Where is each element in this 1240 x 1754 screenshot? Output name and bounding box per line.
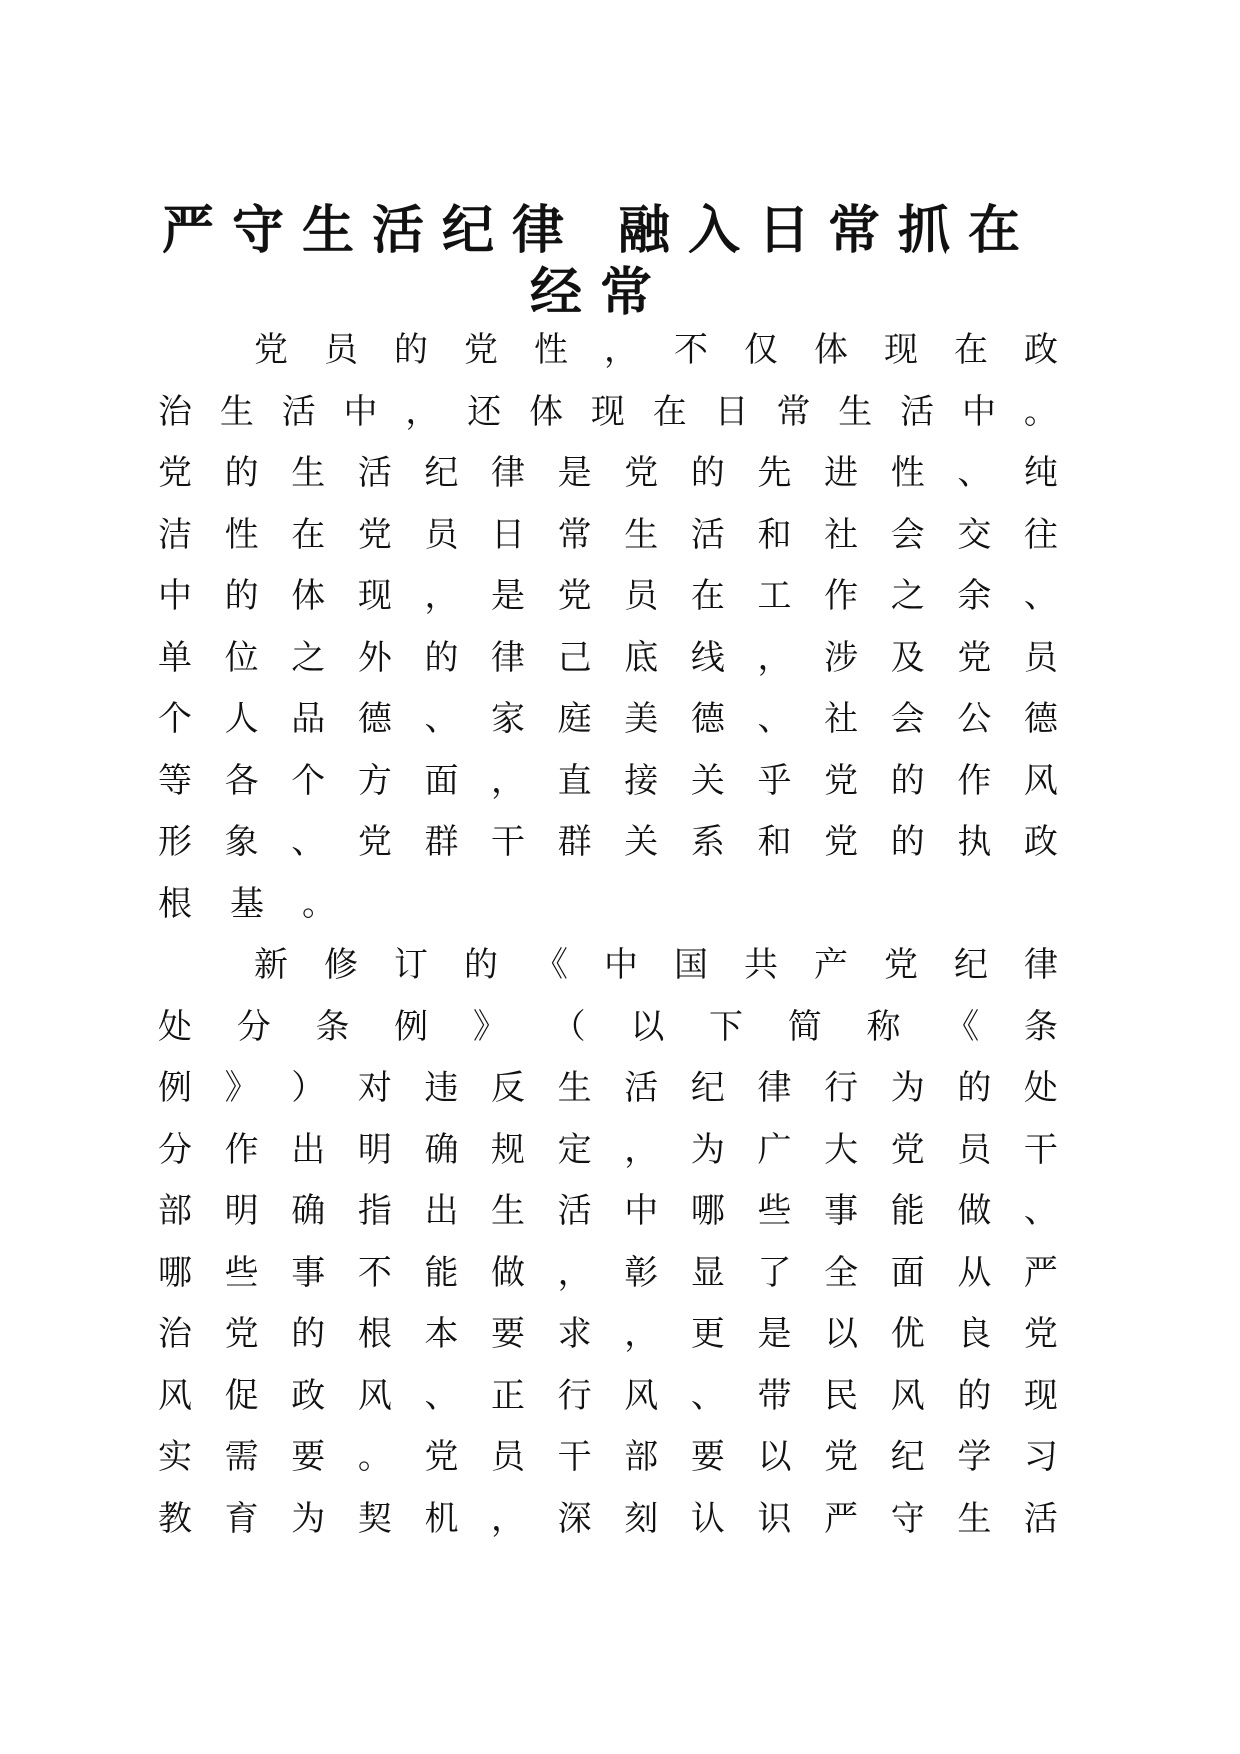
text-char: 作 xyxy=(224,1129,259,1170)
text-char: 接 xyxy=(624,760,659,801)
text-char: 治 xyxy=(158,1314,192,1354)
text-char: 规 xyxy=(491,1129,526,1170)
text-line xyxy=(158,699,1058,761)
text-char: 直 xyxy=(557,760,592,801)
text-char: 党 xyxy=(824,1437,859,1477)
text-char: 的 xyxy=(890,760,925,801)
text-char: 日 xyxy=(714,391,749,432)
text-char: 风 xyxy=(624,1375,659,1416)
text-char: 活 xyxy=(1023,1498,1058,1539)
text-char: 活 xyxy=(690,514,725,555)
text-char: 《 xyxy=(534,945,568,985)
text-char: 党 xyxy=(224,1314,259,1354)
text-char: 广 xyxy=(757,1129,792,1170)
text-char: 本 xyxy=(424,1314,459,1354)
text-char: 。 xyxy=(302,883,336,924)
text-char: 以 xyxy=(824,1314,859,1354)
text-char: 从 xyxy=(957,1252,992,1293)
text-char: 员 xyxy=(424,514,459,555)
text-char: 中 xyxy=(604,945,638,985)
text-char: 关 xyxy=(624,822,659,862)
text-char: 面 xyxy=(890,1252,925,1293)
text-char: 。 xyxy=(357,1437,392,1477)
text-char: 党 xyxy=(158,453,192,493)
text-char: 大 xyxy=(824,1129,859,1170)
text-char: 德 xyxy=(1023,699,1058,739)
text-char: 学 xyxy=(957,1437,992,1477)
text-char: 些 xyxy=(224,1252,259,1293)
text-line xyxy=(158,1007,1058,1069)
text-char: 以 xyxy=(630,1006,665,1047)
text-line xyxy=(158,1068,1058,1130)
text-char: 严 xyxy=(824,1498,859,1539)
text-char: 往 xyxy=(1023,514,1058,555)
text-char: 事 xyxy=(291,1252,326,1293)
text-char: 条 xyxy=(315,1006,350,1047)
text-char: ， xyxy=(757,637,792,678)
text-char: 的 xyxy=(394,330,428,370)
text-char: 能 xyxy=(890,1191,925,1231)
text-char: 国 xyxy=(674,945,708,985)
text-char: 员 xyxy=(324,330,358,370)
text-char: 对 xyxy=(357,1068,392,1108)
text-char: 体 xyxy=(529,391,564,432)
text-char: 现 xyxy=(1023,1375,1058,1416)
text-char: 美 xyxy=(624,699,659,739)
text-char: 党 xyxy=(357,514,392,555)
text-char: 显 xyxy=(690,1252,725,1293)
text-char: 仅 xyxy=(744,330,778,370)
text-char: 全 xyxy=(824,1252,859,1293)
text-char: 执 xyxy=(957,822,992,862)
text-char: 中 xyxy=(624,1191,659,1231)
text-char: 党 xyxy=(957,637,992,678)
text-char: 机 xyxy=(424,1498,459,1539)
text-char: 涉 xyxy=(824,637,859,678)
text-char: 教 xyxy=(158,1498,192,1539)
text-line xyxy=(158,638,1058,700)
text-char: 中 xyxy=(343,391,378,432)
text-char: 的 xyxy=(224,576,259,616)
text-char: 生 xyxy=(291,453,326,493)
text-line xyxy=(158,330,1058,392)
text-char: 还 xyxy=(467,391,502,432)
text-char: 党 xyxy=(424,1437,459,1477)
text-char: （ xyxy=(551,1006,586,1047)
text-char: 个 xyxy=(158,699,192,739)
text-char: ， xyxy=(624,1129,659,1170)
text-char: 党 xyxy=(357,822,392,862)
text-line xyxy=(158,1191,1058,1253)
text-line xyxy=(158,884,1058,946)
text-char: 条 xyxy=(1023,1006,1058,1047)
text-char: 分 xyxy=(236,1006,271,1047)
text-char: 风 xyxy=(890,1375,925,1416)
text-char: 《 xyxy=(945,1006,980,1047)
text-char: 下 xyxy=(709,1006,744,1047)
text-char: 、 xyxy=(424,1375,459,1416)
text-char: 确 xyxy=(291,1191,326,1231)
text-char: 之 xyxy=(291,637,326,678)
text-char: 为 xyxy=(291,1498,326,1539)
text-char: 交 xyxy=(957,514,992,555)
text-char: 活 xyxy=(557,1191,592,1231)
text-char: 。 xyxy=(1023,391,1058,432)
text-char: 关 xyxy=(690,760,725,801)
text-char: 反 xyxy=(491,1068,526,1108)
text-char: 性 xyxy=(534,330,568,370)
text-char: 活 xyxy=(900,391,935,432)
text-char: 线 xyxy=(690,637,725,678)
text-char: 的 xyxy=(291,1314,326,1354)
text-char: 部 xyxy=(158,1191,192,1231)
text-char: 生 xyxy=(219,391,254,432)
text-char: 能 xyxy=(424,1252,459,1293)
text-char: 行 xyxy=(824,1068,859,1108)
text-char: 作 xyxy=(957,760,992,801)
text-char: 是 xyxy=(757,1314,792,1354)
text-char: 确 xyxy=(424,1129,459,1170)
text-char: 正 xyxy=(491,1375,526,1416)
text-char: 生 xyxy=(957,1498,992,1539)
text-line xyxy=(158,1437,1058,1499)
text-char: ， xyxy=(405,391,440,432)
text-char: 根 xyxy=(158,883,192,924)
text-char: 出 xyxy=(291,1129,326,1170)
text-char: 分 xyxy=(158,1129,192,1170)
text-char: 工 xyxy=(757,576,792,616)
text-char: 人 xyxy=(224,699,259,739)
text-char: 风 xyxy=(158,1375,192,1416)
text-char: 修 xyxy=(324,945,358,985)
text-char: 实 xyxy=(158,1437,192,1477)
text-line xyxy=(158,1314,1058,1376)
text-char: 律 xyxy=(1024,945,1058,985)
text-char: 明 xyxy=(357,1129,392,1170)
text-char: ， xyxy=(491,760,526,801)
text-char: 习 xyxy=(1023,1437,1058,1477)
text-char: 进 xyxy=(824,453,859,493)
text-char: 是 xyxy=(557,453,592,493)
text-char: 新 xyxy=(254,945,288,985)
text-char: 庭 xyxy=(557,699,592,739)
text-char: 日 xyxy=(491,514,526,555)
text-char: 契 xyxy=(357,1498,392,1539)
text-line xyxy=(158,945,1058,1007)
text-char: 党 xyxy=(464,330,498,370)
text-char: 在 xyxy=(291,514,326,555)
text-char: 德 xyxy=(357,699,392,739)
text-char: 要 xyxy=(291,1437,326,1477)
text-char: 会 xyxy=(890,699,925,739)
text-char: 系 xyxy=(690,822,725,862)
text-char: 在 xyxy=(652,391,687,432)
text-char: 之 xyxy=(890,576,925,616)
text-char: 党 xyxy=(824,760,859,801)
text-char: 促 xyxy=(224,1375,259,1416)
text-char: 社 xyxy=(824,699,859,739)
text-char: 纪 xyxy=(954,945,988,985)
text-char: 活 xyxy=(281,391,316,432)
text-char: 需 xyxy=(224,1437,259,1477)
text-char: 做 xyxy=(957,1191,992,1231)
text-char: 生 xyxy=(491,1191,526,1231)
text-char: 在 xyxy=(954,330,988,370)
text-char: 员 xyxy=(491,1437,526,1477)
text-line xyxy=(158,1130,1058,1192)
text-char: 为 xyxy=(690,1129,725,1170)
text-char: 优 xyxy=(890,1314,925,1354)
text-char: 各 xyxy=(224,760,259,801)
text-char: 明 xyxy=(224,1191,259,1231)
text-char: ） xyxy=(291,1068,326,1108)
text-char: 刻 xyxy=(624,1498,659,1539)
text-char: 的 xyxy=(690,453,725,493)
text-char: 产 xyxy=(814,945,848,985)
text-char: 体 xyxy=(291,576,326,616)
text-char: 民 xyxy=(824,1375,859,1416)
text-char: 党 xyxy=(890,1129,925,1170)
text-char: 严 xyxy=(1023,1252,1058,1293)
text-char: 处 xyxy=(158,1006,192,1047)
text-char: 党 xyxy=(824,822,859,862)
text-char: 治 xyxy=(158,391,192,432)
text-char: 现 xyxy=(590,391,625,432)
text-char: 纯 xyxy=(1023,453,1058,493)
text-char: 事 xyxy=(824,1191,859,1231)
text-char: 的 xyxy=(957,1375,992,1416)
text-char: 》 xyxy=(472,1006,507,1047)
text-char: 哪 xyxy=(690,1191,725,1231)
text-char: 、 xyxy=(757,699,792,739)
text-char: 政 xyxy=(1023,822,1058,862)
text-char: 会 xyxy=(890,514,925,555)
text-char: 风 xyxy=(357,1375,392,1416)
text-char: 政 xyxy=(1024,330,1058,370)
text-char: 生 xyxy=(838,391,873,432)
text-char: 不 xyxy=(357,1252,392,1293)
text-char: 定 xyxy=(557,1129,592,1170)
text-char: ， xyxy=(491,1498,526,1539)
text-char: 的 xyxy=(890,822,925,862)
text-char: 、 xyxy=(957,453,992,493)
text-line xyxy=(158,576,1058,638)
text-char: 活 xyxy=(357,453,392,493)
text-char: 品 xyxy=(291,699,326,739)
text-char: 乎 xyxy=(757,760,792,801)
text-char: 出 xyxy=(424,1191,459,1231)
text-char: 称 xyxy=(866,1006,901,1047)
text-char: 位 xyxy=(224,637,259,678)
text-char: 的 xyxy=(424,637,459,678)
text-char: 深 xyxy=(557,1498,592,1539)
text-char: 中 xyxy=(961,391,996,432)
text-char: 带 xyxy=(757,1375,792,1416)
text-char: 求 xyxy=(557,1314,592,1354)
text-char: ， xyxy=(624,1314,659,1354)
text-char: 更 xyxy=(690,1314,725,1354)
text-char: 党 xyxy=(1023,1314,1058,1354)
text-char: 处 xyxy=(1023,1068,1058,1108)
text-char: 哪 xyxy=(158,1252,192,1293)
text-char: 律 xyxy=(491,637,526,678)
text-char: 德 xyxy=(690,699,725,739)
text-char: 指 xyxy=(357,1191,392,1231)
text-char: 干 xyxy=(1023,1129,1058,1170)
text-line xyxy=(158,392,1058,454)
text-char: 群 xyxy=(557,822,592,862)
text-char: 部 xyxy=(624,1437,659,1477)
text-char: 家 xyxy=(491,699,526,739)
text-char: 性 xyxy=(224,514,259,555)
text-char: 育 xyxy=(224,1498,259,1539)
text-char: 干 xyxy=(557,1437,592,1477)
text-char: 洁 xyxy=(158,514,192,555)
text-char: 员 xyxy=(957,1129,992,1170)
text-line xyxy=(158,1253,1058,1315)
text-line xyxy=(158,1376,1058,1438)
text-char: 根 xyxy=(357,1314,392,1354)
text-char: 的 xyxy=(224,453,259,493)
text-char: 在 xyxy=(690,576,725,616)
text-char: 常 xyxy=(557,514,592,555)
text-char: 例 xyxy=(158,1068,192,1108)
text-char: 认 xyxy=(690,1498,725,1539)
text-char: 》 xyxy=(224,1068,259,1108)
text-char: 常 xyxy=(776,391,811,432)
text-char: 生 xyxy=(557,1068,592,1108)
text-char: 、 xyxy=(1023,1191,1058,1231)
text-char: 律 xyxy=(757,1068,792,1108)
text-line xyxy=(158,761,1058,823)
document-body xyxy=(158,330,1058,1560)
text-char: 社 xyxy=(824,514,859,555)
text-char: 是 xyxy=(491,576,526,616)
text-char: ， xyxy=(557,1252,592,1293)
text-char: 党 xyxy=(884,945,918,985)
text-char: 活 xyxy=(624,1068,659,1108)
text-char: ， xyxy=(424,576,459,616)
text-char: 外 xyxy=(357,637,392,678)
text-char: 象 xyxy=(224,822,259,862)
text-line xyxy=(158,1499,1058,1561)
text-char: 党 xyxy=(254,330,288,370)
text-char: 些 xyxy=(757,1191,792,1231)
text-char: 纪 xyxy=(424,453,459,493)
text-char: 纪 xyxy=(690,1068,725,1108)
text-char: 例 xyxy=(394,1006,429,1047)
text-char: 生 xyxy=(624,514,659,555)
text-char: 纪 xyxy=(890,1437,925,1477)
text-char: 要 xyxy=(690,1437,725,1477)
text-char: 现 xyxy=(357,576,392,616)
text-char: 等 xyxy=(158,760,192,801)
text-char: 及 xyxy=(890,637,925,678)
text-char: 简 xyxy=(787,1006,822,1047)
page-title: 严守生活纪律 融入日常抓在经常 xyxy=(161,200,1039,323)
text-line xyxy=(158,453,1058,515)
text-char: 性 xyxy=(890,453,925,493)
text-char: 体 xyxy=(814,330,848,370)
text-char: 群 xyxy=(424,822,459,862)
text-char: 、 xyxy=(1023,576,1058,616)
text-line xyxy=(158,515,1058,577)
text-char: 、 xyxy=(690,1375,725,1416)
text-char: 做 xyxy=(491,1252,526,1293)
text-char: 共 xyxy=(744,945,778,985)
text-char: 个 xyxy=(291,760,326,801)
text-char: 和 xyxy=(757,822,792,862)
text-char: 作 xyxy=(824,576,859,616)
text-char: 的 xyxy=(957,1068,992,1108)
text-char: 底 xyxy=(624,637,659,678)
text-char: 违 xyxy=(424,1068,459,1108)
text-char: 的 xyxy=(464,945,498,985)
text-char: 、 xyxy=(424,699,459,739)
text-char: 识 xyxy=(757,1498,792,1539)
text-char: ， xyxy=(604,330,638,370)
text-char: 守 xyxy=(890,1498,925,1539)
text-char: 公 xyxy=(957,699,992,739)
text-char: 了 xyxy=(757,1252,792,1293)
text-line xyxy=(158,822,1058,884)
text-char: 面 xyxy=(424,760,459,801)
text-char: 党 xyxy=(624,453,659,493)
text-char: 订 xyxy=(394,945,428,985)
text-char: 行 xyxy=(557,1375,592,1416)
text-char: 己 xyxy=(557,637,592,678)
text-char: 律 xyxy=(491,453,526,493)
text-char: 和 xyxy=(757,514,792,555)
text-char: 单 xyxy=(158,637,192,678)
text-char: 党 xyxy=(557,576,592,616)
text-char: 方 xyxy=(357,760,392,801)
text-char: 干 xyxy=(491,822,526,862)
text-char: 不 xyxy=(674,330,708,370)
text-char: 员 xyxy=(1023,637,1058,678)
text-char: 基 xyxy=(230,883,264,924)
text-char: 要 xyxy=(491,1314,526,1354)
text-char: 风 xyxy=(1023,760,1058,801)
text-char: 员 xyxy=(624,576,659,616)
text-char: 现 xyxy=(884,330,918,370)
text-char: 良 xyxy=(957,1314,992,1354)
text-char: 余 xyxy=(957,576,992,616)
text-char: 形 xyxy=(158,822,192,862)
text-char: 、 xyxy=(291,822,326,862)
text-char: 为 xyxy=(890,1068,925,1108)
text-char: 彰 xyxy=(624,1252,659,1293)
text-char: 先 xyxy=(757,453,792,493)
text-char: 政 xyxy=(291,1375,326,1416)
text-char: 以 xyxy=(757,1437,792,1477)
text-char: 中 xyxy=(158,576,192,616)
